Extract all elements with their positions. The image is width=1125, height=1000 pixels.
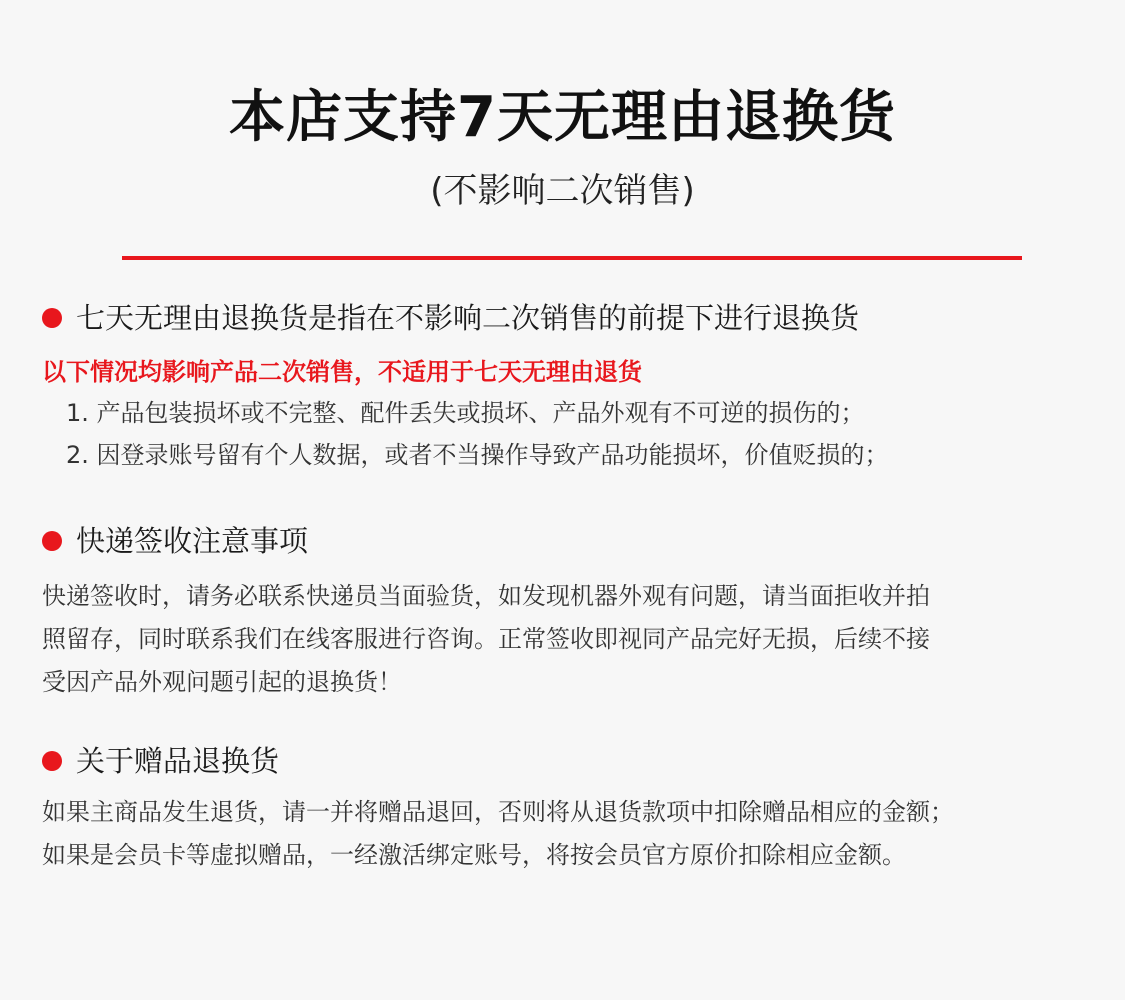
paragraph-line: 快递签收时，请务必联系快递员当面验货，如发现机器外观有问题，请当面拒收并拍 <box>42 582 930 610</box>
section-heading-text: 关于赠品退换货 <box>76 744 280 778</box>
red-divider <box>122 256 1022 260</box>
red-bullet-icon <box>42 751 62 771</box>
paragraph-line: 受因产品外观问题引起的退换货！ <box>42 668 402 696</box>
paragraph-line: 如果是会员卡等虚拟赠品，一经激活绑定账号，将按会员官方原价扣除相应金额。 <box>42 841 906 869</box>
section-heading-text: 七天无理由退换货是指在不影响二次销售的前提下进行退换货 <box>76 301 860 335</box>
list-item: 1. 产品包装损坏或不完整、配件丢失或损坏、产品外观有不可逆的损伤的； <box>66 399 865 427</box>
section-heading-gift-returns <box>42 739 279 783</box>
paragraph-line: 照留存，同时联系我们在线客服进行咨询。正常签收即视同产品完好无损，后续不接 <box>42 625 930 653</box>
page-subtitle: (不影响二次销售) <box>430 171 695 211</box>
warning-text: 以下情况均影响产品二次销售，不适用于七天无理由退货 <box>42 358 642 386</box>
list-item: 2. 因登录账号留有个人数据，或者不当操作导致产品功能损坏，价值贬损的； <box>66 441 889 469</box>
red-bullet-icon <box>42 531 62 551</box>
red-bullet-icon <box>42 308 62 328</box>
section-heading-text: 快递签收注意事项 <box>76 524 309 558</box>
section-heading-return-policy <box>42 296 859 340</box>
paragraph-line: 如果主商品发生退货，请一并将赠品退回，否则将从退货款项中扣除赠品相应的金额； <box>42 798 954 826</box>
section-heading-delivery <box>42 519 308 563</box>
page-title: 本店支持7天无理由退换货 <box>229 85 896 150</box>
